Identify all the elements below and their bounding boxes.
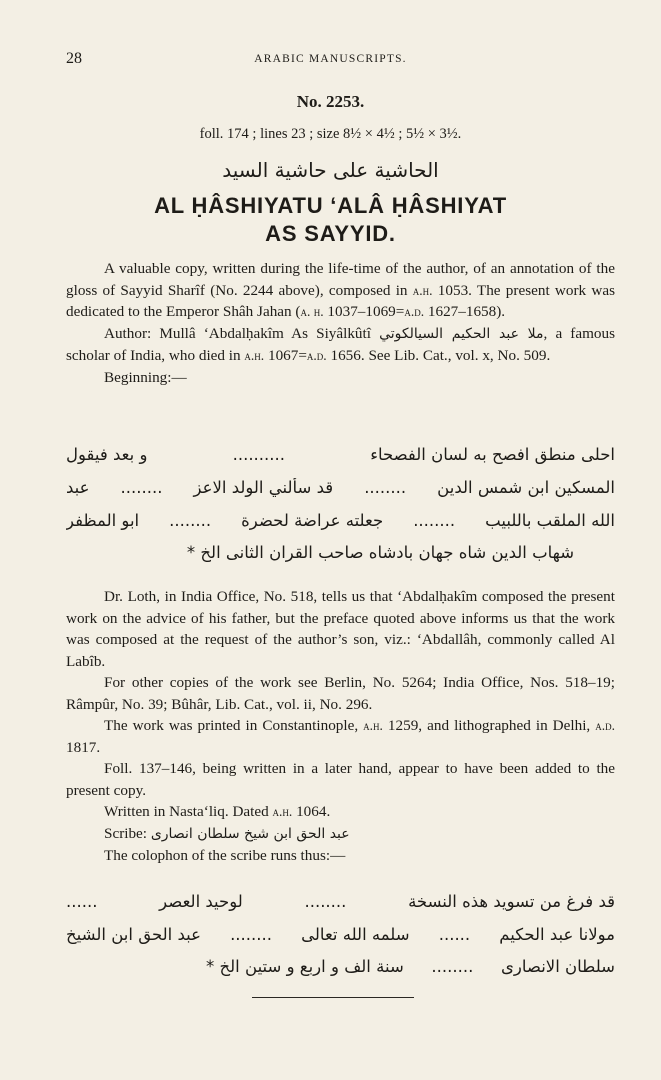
- paragraph-other-copies: For other copies of the work see Berlin, No. 5264; India Office, Nos. 518–19; Râmpûr, No. 39; Bûhâr, Lib. Cat., vol. ii, No. 296.: [66, 674, 615, 713]
- beginning-line-4: شهاب الدين شاه جهان بادشاه صاحب القران الثانى الخ *: [186, 543, 575, 562]
- colophon-line-3: سلطان الانصارى ........ سنة الف و اربع و ستين الخ *: [206, 957, 615, 976]
- paragraph-colophon-intro: The colophon of the scribe runs thus:—: [104, 847, 346, 864]
- main-title-line-1: AL ḤÂSHIYATU ‘ALÂ ḤÂSHIYAT: [154, 193, 507, 218]
- page-number: 28: [66, 50, 82, 67]
- beginning-line-2: المسكين ابن شمس الدين ........ قد سألني الولد الاعز ........ عبد: [66, 478, 615, 497]
- paragraph-loth: Dr. Loth, in India Office, No. 518, tells us that ‘Abdalḥakîm composed the present work on the advice of his father, but the preface quoted above informs us that the work was composed at the request of the author’s son, viz.: ‘Abdallâh, commonly called Al Labîb.: [66, 588, 615, 670]
- notes-block: [66, 586, 615, 867]
- beginning-line-3: الله الملقب باللبيب ........ جعلته عراضة لحضرة ........ ابو المظفر: [66, 511, 615, 530]
- paragraph-scribe: Scribe: عبد الحق ابن شيخ سلطان انصارى: [104, 824, 350, 842]
- beginning-line-1: احلى منطق افصح به لسان الفصحاء .......... و بعد فيقول: [66, 445, 615, 464]
- page-header: [66, 50, 595, 72]
- entry-number: No. 2253.: [296, 92, 365, 111]
- colophon-line-1: قد فرغ من تسويد هذه النسخة ........ لوحيد العصر ......: [66, 892, 615, 911]
- main-title: [66, 192, 595, 248]
- physical-description: foll. 174 ; lines 23 ; size 8½ × 4½ ; 5½ × 3½.: [199, 126, 462, 142]
- paragraph-author: Author: Mullâ ‘Abdalḥakîm As Siyâlkûtî ملا عبد الحكيم السيالكوتي, a famous scholar of India, who died in a.h. 1067=a.d. 1656. See Lib. Cat., vol. x, No. 509.: [66, 324, 616, 364]
- paragraph-written: Written in Nasta‘liq. Dated a.h. 1064.: [104, 803, 331, 820]
- arabic-title: الحاشية على حاشية السيد: [222, 158, 439, 182]
- main-title-line-2: AS SAYYID.: [265, 221, 396, 246]
- paragraph-later-hand: Foll. 137–146, being written in a later hand, appear to have been added to the present copy.: [66, 760, 615, 799]
- running-title: ARABIC MANUSCRIPTS.: [254, 53, 407, 65]
- paragraph-description: A valuable copy, written during the life-time of the author, of an annotation of the gloss of Sayyid Sharîf (No. 2244 above), composed in a.h. 1053. The present work was dedicated to the Emperor Shâh Jahan (a. h. 1037–1069=a.d. 1627–1658).: [66, 260, 615, 320]
- paragraph-printed: The work was printed in Constantinople, a.h. 1259, and lithographed in Delhi, a.d. 1817.: [66, 717, 615, 756]
- description-block: [66, 258, 615, 388]
- beginning-label: Beginning:—: [104, 368, 187, 386]
- colophon-line-2: مولانا عبد الحكيم ...... سلمه الله تعالى ........ عبد الحق ابن الشيخ: [66, 925, 615, 944]
- closing-rule: [252, 997, 414, 998]
